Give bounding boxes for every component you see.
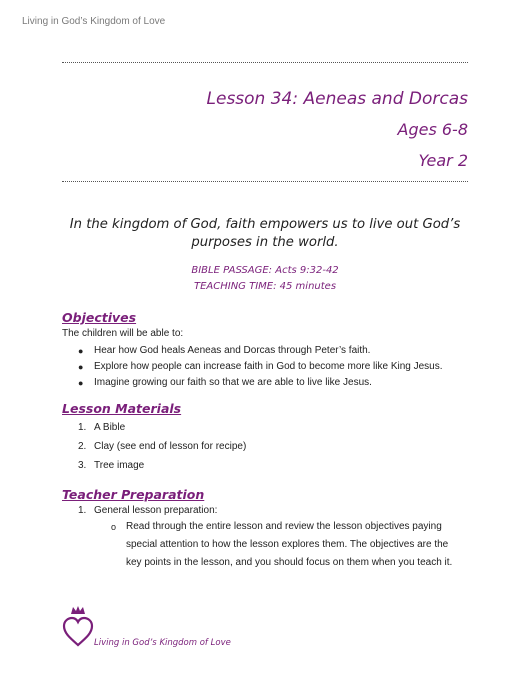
item-number: 2.	[78, 441, 87, 452]
objective-text: Explore how people can increase faith in God to become more like King Jesus.	[94, 361, 443, 372]
materials-list	[78, 418, 458, 475]
list-item	[78, 343, 478, 359]
bible-passage: BIBLE PASSAGE: Acts 9:32-42	[191, 265, 339, 276]
year-label: Year 2	[418, 151, 468, 170]
lesson-theme: In the kingdom of God, faith empowers us to live out God’s purposes in the world.	[69, 217, 461, 250]
list-item	[78, 418, 458, 437]
item-number: 1.	[78, 422, 87, 433]
objective-text: Imagine growing our faith so that we are able to live like Jesus.	[94, 377, 372, 388]
list-item	[78, 437, 458, 456]
preparation-heading: Teacher Preparation	[62, 487, 205, 502]
list-item	[78, 359, 478, 375]
ages-label: Ages 6-8	[397, 120, 468, 139]
objective-text: Hear how God heals Aeneas and Dorcas through Peter’s faith.	[94, 345, 371, 356]
top-divider	[62, 62, 468, 63]
material-text: Tree image	[94, 460, 145, 471]
preparation-sub-item	[111, 518, 466, 572]
footer-title: Living in God’s Kingdom of Love	[94, 638, 231, 648]
objectives-intro: The children will be able to:	[62, 328, 184, 339]
item-number: 3.	[78, 460, 87, 471]
material-text: A Bible	[94, 422, 126, 433]
bullet-icon: ●	[78, 378, 84, 388]
item-number: 1.	[78, 505, 87, 516]
circle-bullet-icon: o	[111, 522, 117, 532]
heart-crown-logo-icon	[62, 604, 94, 648]
running-header: Living in God’s Kingdom of Love	[22, 16, 166, 27]
bullet-icon: ●	[78, 346, 84, 356]
title-divider	[62, 181, 468, 182]
sub-item-text: Read through the entire lesson and review the lesson objectives paying special attention to how the lesson explores them. The objectives are the key points in the lesson, and you should focus on them when you teach it.	[126, 521, 453, 568]
materials-heading: Lesson Materials	[62, 401, 182, 416]
teaching-time: TEACHING TIME: 45 minutes	[193, 281, 337, 292]
lesson-title: Lesson 34: Aeneas and Dorcas	[206, 89, 468, 109]
preparation-text: General lesson preparation:	[94, 505, 218, 516]
material-text: Clay (see end of lesson for recipe)	[94, 441, 247, 452]
list-item	[78, 456, 458, 475]
list-item	[78, 375, 478, 391]
bullet-icon: ●	[78, 362, 84, 372]
objectives-heading: Objectives	[62, 310, 137, 325]
objectives-list	[78, 343, 478, 391]
